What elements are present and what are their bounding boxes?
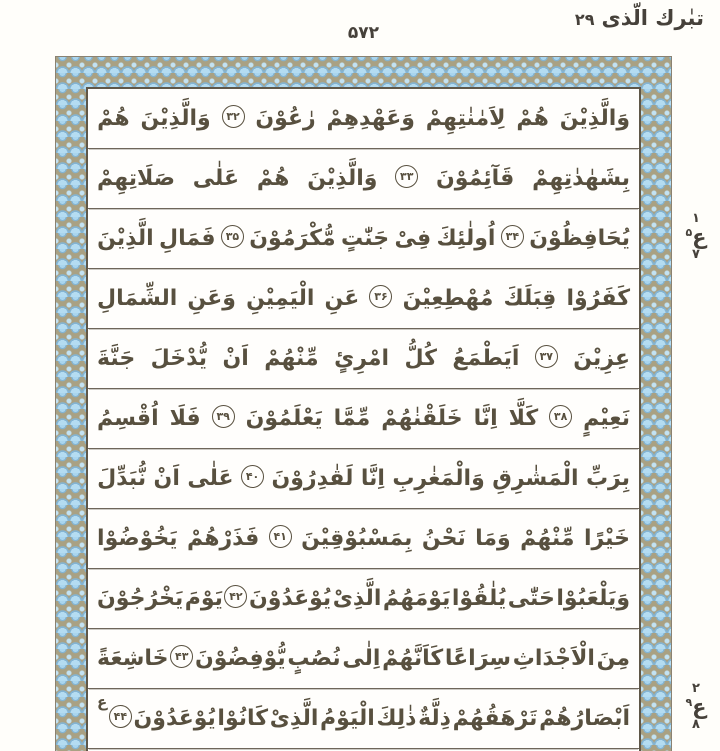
page-number: ۵۷۲: [347, 23, 380, 43]
ayah-end-marker: ۳۲: [222, 105, 245, 128]
quran-word: اُقْسِمُ: [97, 405, 159, 431]
quran-word: وَمَا: [475, 525, 511, 551]
quran-word: وَالْمَغٰرِبِ: [392, 465, 485, 491]
quran-word: اَيَطْمَعُ: [452, 345, 520, 371]
quran-word: عَلٰى: [187, 465, 234, 491]
ayah-end-marker: ۴۲: [224, 585, 247, 608]
quran-word: مِّنْهُمْ: [264, 345, 319, 371]
quran-word: وَيَلْعَبُوْا: [556, 585, 630, 611]
quran-word: سِرَاعًا: [444, 645, 512, 671]
ruku-margin-marker-1: [676, 212, 716, 261]
quran-word: يُّوْفِضُوْنَ: [194, 645, 286, 671]
quran-line-2: [88, 149, 639, 209]
quran-word: يُلٰقُوْا: [451, 585, 507, 611]
quran-word: يَخُوْضُوْا: [97, 525, 178, 551]
quran-word: يُّدْخَلَ: [150, 345, 208, 371]
quran-word: خَاشِعَةً: [97, 645, 169, 671]
quran-word: كَلَّا: [508, 405, 539, 431]
quran-word: الَّذِىْ: [332, 585, 382, 611]
quran-word: وَالَّذِيْنَ: [140, 105, 211, 131]
quran-word: مُهْطِعِيْنَ: [402, 285, 494, 311]
ruku-sub-number: ۸: [692, 716, 700, 732]
quran-word: جَنَّةَ: [97, 345, 136, 371]
quran-word: اُولٰئِكَ: [436, 225, 496, 251]
ayah-end-marker: ۴۳: [170, 645, 193, 668]
ayah-end-marker: ۳۵: [221, 225, 244, 248]
quran-word: مِّنْهُمْ: [520, 525, 575, 551]
quran-word: بِمَسْبُوْقِيْنَ: [301, 525, 413, 551]
quran-word: كُلُّ: [404, 345, 437, 371]
ruku-sub-number: ۷: [692, 246, 700, 262]
quran-word: اِنَّا: [360, 465, 385, 491]
quran-word: هُمْ: [516, 105, 549, 131]
quran-word: مُّكْرَمُوْنَ: [249, 225, 336, 251]
juz-name: تبٰرك الّذى: [601, 6, 704, 30]
quran-word: نُصُبٍ: [287, 645, 341, 671]
ayah-end-marker: ۳۹: [212, 405, 235, 428]
quran-word: فَذَرْهُمْ: [186, 525, 260, 551]
quran-word: ذٰلِكَ: [376, 705, 417, 731]
quran-word: يُوْعَدُوْنَ: [133, 705, 216, 731]
quran-line-6: [88, 389, 639, 449]
quran-word: مِّمَّا: [333, 405, 371, 431]
quran-word: الَّذِيْنَ: [97, 225, 154, 251]
ayah-end-marker: ۳۳: [395, 165, 418, 188]
quran-word: وَعَهْدِهِمْ: [326, 105, 415, 131]
quran-line-1: [88, 89, 639, 149]
quran-word: نَحْنُ: [421, 525, 466, 551]
quran-word: جَنّٰتٍ: [340, 225, 390, 251]
quran-line-5: [88, 329, 639, 389]
quran-word: يُوْعَدُوْنَ: [248, 585, 332, 611]
quran-line-10: [88, 629, 639, 689]
quran-word: هُمْ: [97, 105, 130, 131]
quran-word: صَلَاتِهِمْ: [97, 165, 175, 191]
ayah-end-marker: ۴۴: [109, 705, 132, 728]
quran-word: نَعِيْمٍ: [583, 405, 630, 431]
quran-word: الْاَجْدَاثِ: [512, 645, 595, 671]
quran-word: يَعْلَمُوْنَ: [245, 405, 323, 431]
quran-word: امْرِئٍ: [334, 345, 390, 371]
ayah-end-marker: ۳۷: [535, 345, 558, 368]
quran-word: وَعَنِ: [187, 285, 236, 311]
quran-word: لِاَمٰنٰتِهِمْ: [425, 105, 506, 131]
ruku-number: ۱: [692, 211, 700, 226]
quran-word: اَنْ: [222, 345, 249, 371]
quran-line-3: [88, 209, 639, 269]
quran-word: وَالَّذِيْنَ: [559, 105, 630, 131]
juz-number: ۲۹: [574, 10, 595, 29]
quran-word: اِلٰى: [342, 645, 381, 671]
quran-word: كَانُوْا: [217, 705, 269, 731]
ruku-margin-marker-2: [676, 682, 716, 731]
ayah-end-marker: ۴۱: [269, 525, 292, 548]
quran-word: حَتّٰى: [507, 585, 555, 611]
quran-word: نُّبَدِّلَ: [97, 465, 147, 491]
quran-word: ذِلَّةٌ: [418, 705, 451, 731]
ayah-end-marker: ۳۴: [501, 225, 524, 248]
quran-word: مِنَ: [596, 645, 630, 671]
quran-word: قَآئِمُوْنَ: [436, 165, 515, 191]
quran-word: رٰعُوْنَ: [255, 105, 316, 131]
quran-word: عَلٰى: [192, 165, 240, 191]
decorative-border-frame: [55, 56, 672, 751]
quran-line-11: [88, 689, 639, 749]
quran-word: عِزِيْنَ: [573, 345, 630, 371]
text-area: [86, 87, 641, 751]
quran-word: لَقٰدِرُوْنَ: [271, 465, 354, 491]
quran-word: يَخْرُجُوْنَ: [97, 585, 184, 611]
quran-line-8: [88, 509, 639, 569]
quran-word: اَبْصَارُهُمْ: [539, 705, 630, 731]
quran-word: يَوْمَ: [184, 585, 223, 611]
ain-ruku-icon: ع$^۵$: [685, 224, 707, 249]
quran-line-9: [88, 569, 639, 629]
quran-word: الَّذِىْ: [269, 705, 319, 731]
ain-ruku-icon: ع: [97, 693, 108, 711]
quran-line-7: [88, 449, 639, 509]
quran-word: الْمَشٰرِقِ: [492, 465, 579, 491]
quran-word: عَنِ: [324, 285, 360, 311]
quran-word: هُمْ: [256, 165, 290, 191]
quran-word: خَيْرًا: [583, 525, 630, 551]
quran-word: الشِّمَالِ: [97, 285, 178, 311]
quran-word: وَالَّذِيْنَ: [307, 165, 378, 191]
quran-word: بِشَهٰدٰتِهِمْ: [532, 165, 630, 191]
quran-word: فِىْ: [394, 225, 432, 251]
ruku-number: ۲: [692, 681, 700, 696]
quran-word: بِرَبِّ: [585, 465, 630, 491]
ayah-end-marker: ۳۸: [549, 405, 572, 428]
quran-word: الْيَمِيْنِ: [246, 285, 315, 311]
quran-word: اِنَّا: [473, 405, 498, 431]
quran-line-4: [88, 269, 639, 329]
quran-word: الْيَوْمُ: [320, 705, 375, 731]
quran-word: خَلَقْنٰهُمْ: [381, 405, 463, 431]
quran-word: تَرْهَقُهُمْ: [452, 705, 538, 731]
quran-word: فَمَالِ: [159, 225, 216, 251]
quran-word: يَوْمَهُمُ: [382, 585, 451, 611]
quran-word: فَلَا: [169, 405, 201, 431]
ayah-end-marker: ۳۶: [369, 285, 392, 308]
quran-word: اَنْ: [153, 465, 180, 491]
ain-ruku-icon: ع$^۹$: [685, 694, 707, 719]
quran-word: كَاَنَّهُمْ: [382, 645, 444, 671]
quran-word: كَفَرُوْا: [566, 285, 630, 311]
quran-word: قِبَلَكَ: [503, 285, 557, 311]
quran-word: يُحَافِظُوْنَ: [529, 225, 630, 251]
ayah-end-marker: ۴۰: [241, 465, 264, 488]
